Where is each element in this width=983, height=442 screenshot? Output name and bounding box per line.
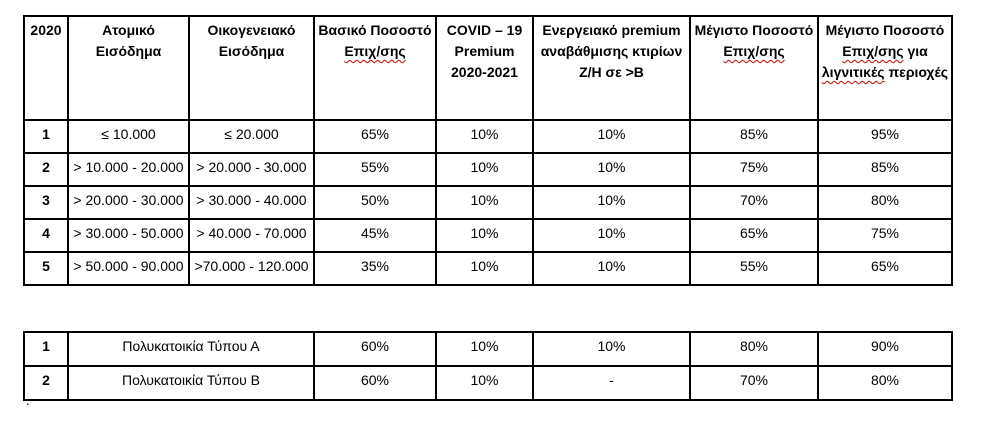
max-rate-cell: 55%	[690, 252, 818, 285]
max-rate-lignite-cell: 80%	[818, 366, 952, 400]
basic-rate-cell: 60%	[314, 366, 436, 400]
basic-rate-cell: 45%	[314, 219, 436, 252]
building-type-cell: Πολυκατοικία Τύπου Β	[68, 366, 314, 400]
row-number: 5	[24, 252, 68, 285]
energy-premium-cell: 10%	[533, 332, 690, 366]
max-rate-cell: 75%	[690, 153, 818, 186]
covid-premium-cell: 10%	[436, 366, 533, 400]
max-rate-cell: 85%	[690, 120, 818, 153]
family-income-cell: > 30.000 - 40.000	[189, 186, 314, 219]
covid-premium-cell: 10%	[436, 186, 533, 219]
family-income-cell: >70.000 - 120.000	[189, 252, 314, 285]
max-rate-cell: 70%	[690, 366, 818, 400]
family-income-cell: > 20.000 - 30.000	[189, 153, 314, 186]
covid-premium-cell: 10%	[436, 332, 533, 366]
individual-income-cell: > 30.000 - 50.000	[68, 219, 189, 252]
building-type-cell: Πολυκατοικία Τύπου Α	[68, 332, 314, 366]
row-number: 1	[24, 120, 68, 153]
header-energy-premium: Ενεργειακό premium αναβάθμισης κτιρίων Ζ/Η σε >Β	[533, 16, 690, 120]
row-number: 3	[24, 186, 68, 219]
table-row	[24, 332, 952, 366]
basic-rate-cell: 50%	[314, 186, 436, 219]
max-rate-lignite-cell: 85%	[818, 153, 952, 186]
row-number: 2	[24, 153, 68, 186]
max-rate-cell: 70%	[690, 186, 818, 219]
covid-premium-cell: 10%	[436, 153, 533, 186]
header-max-rate-lignite: Μέγιστο Ποσοστό Επιχ/σης για λιγνιτικές περιοχές	[818, 16, 952, 120]
stray-period: .	[26, 393, 30, 408]
basic-rate-cell: 55%	[314, 153, 436, 186]
energy-premium-cell: 10%	[533, 120, 690, 153]
family-income-cell: ≤ 20.000	[189, 120, 314, 153]
header-year: 2020	[24, 16, 68, 120]
row-number: 2	[24, 366, 68, 400]
max-rate-lignite-cell: 90%	[818, 332, 952, 366]
header-max-rate: Μέγιστο Ποσοστό Επιχ/σης	[690, 16, 818, 120]
table-row	[24, 366, 952, 400]
max-rate-lignite-cell: 65%	[818, 252, 952, 285]
row-number: 4	[24, 219, 68, 252]
max-rate-cell: 80%	[690, 332, 818, 366]
max-rate-cell: 65%	[690, 219, 818, 252]
header-covid-premium: COVID – 19 Premium 2020-2021	[436, 16, 533, 120]
table-row	[24, 120, 952, 153]
energy-premium-cell: 10%	[533, 153, 690, 186]
energy-premium-cell: 10%	[533, 219, 690, 252]
max-rate-lignite-cell: 80%	[818, 186, 952, 219]
row-number: 1	[24, 332, 68, 366]
table-row	[24, 252, 952, 285]
misspelled-word: Επιχ/σης	[344, 43, 406, 59]
header-basic-rate: Βασικό Ποσοστό Επιχ/σης	[314, 16, 436, 120]
apartment-building-table	[23, 331, 953, 401]
max-rate-lignite-cell: 95%	[818, 120, 952, 153]
covid-premium-cell: 10%	[436, 120, 533, 153]
header-row	[24, 16, 952, 120]
energy-premium-cell: -	[533, 366, 690, 400]
misspelled-word: Επιχ/σης	[842, 43, 904, 59]
basic-rate-cell: 65%	[314, 120, 436, 153]
header-individual-income: Ατομικό Εισόδημα	[68, 16, 189, 120]
basic-rate-cell: 60%	[314, 332, 436, 366]
energy-premium-cell: 10%	[533, 252, 690, 285]
individual-income-cell: > 10.000 - 20.000	[68, 153, 189, 186]
covid-premium-cell: 10%	[436, 219, 533, 252]
misspelled-word: λιγνιτικές	[821, 64, 885, 80]
header-family-income: Οικογενειακό Εισόδημα	[189, 16, 314, 120]
individual-income-cell: ≤ 10.000	[68, 120, 189, 153]
covid-premium-cell: 10%	[436, 252, 533, 285]
basic-rate-cell: 35%	[314, 252, 436, 285]
subsidy-rates-table	[23, 15, 953, 286]
individual-income-cell: > 20.000 - 30.000	[68, 186, 189, 219]
table-row	[24, 153, 952, 186]
family-income-cell: > 40.000 - 70.000	[189, 219, 314, 252]
table-row	[24, 219, 952, 252]
individual-income-cell: > 50.000 - 90.000	[68, 252, 189, 285]
energy-premium-cell: 10%	[533, 186, 690, 219]
misspelled-word: Επιχ/σης	[723, 43, 785, 59]
max-rate-lignite-cell: 75%	[818, 219, 952, 252]
table-row	[24, 186, 952, 219]
